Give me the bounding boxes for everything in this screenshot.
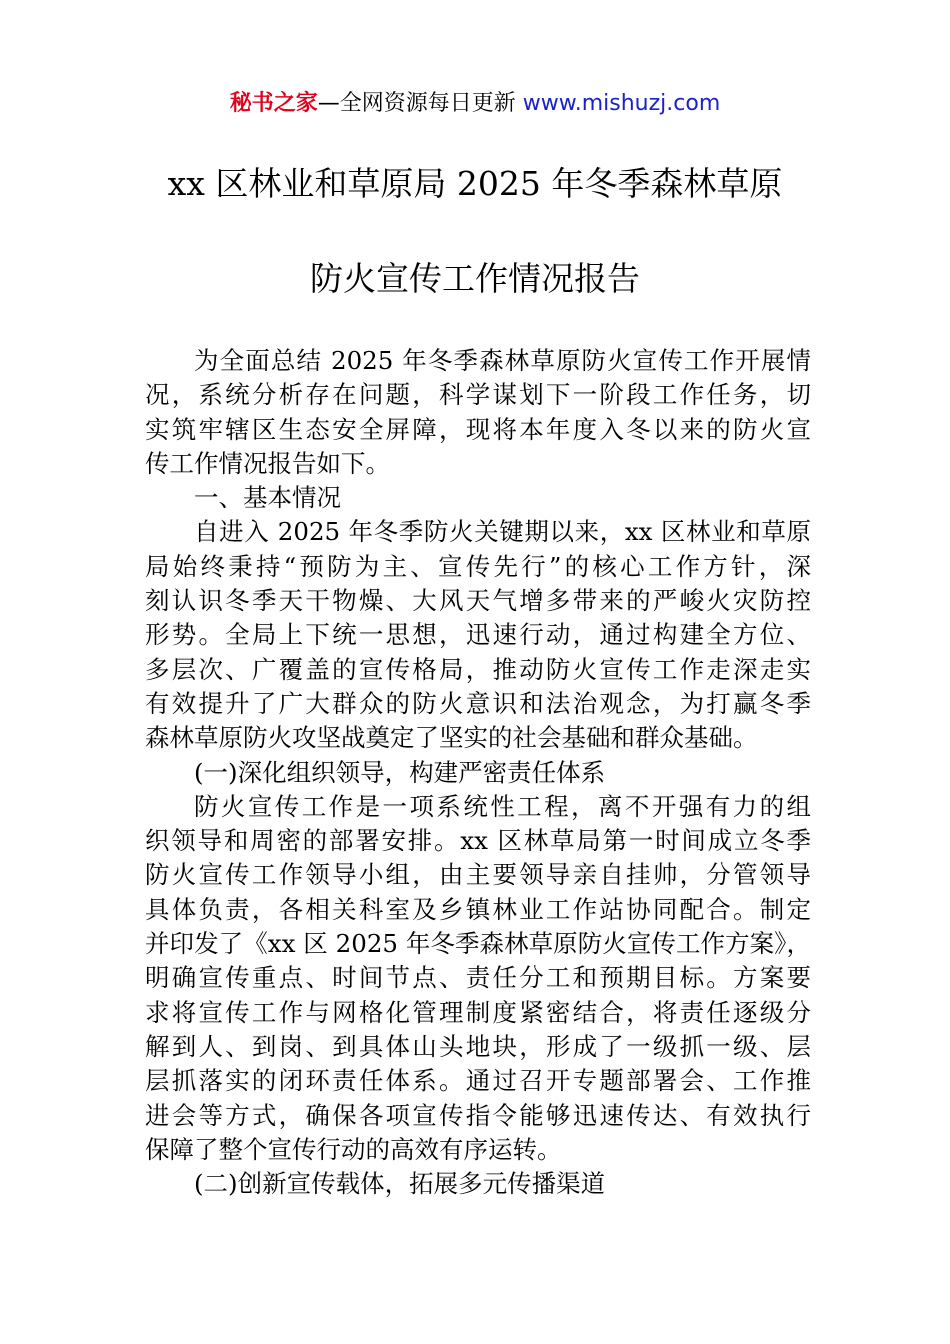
body-text-line: 防火宣传工作领导小组，由主要领导亲自挂帅，分管领导 — [145, 860, 811, 890]
section-heading: 一、基本情况 — [194, 483, 341, 513]
body-text-line: 有效提升了广大群众的防火意识和法治观念，为打赢冬季 — [145, 688, 811, 718]
body-text-line: 自进入 2025 年冬季防火关键期以来，xx 区林业和草原 — [194, 517, 811, 547]
site-header — [0, 88, 950, 120]
body-text-line: 况，系统分析存在问题，科学谋划下一阶段工作任务，切 — [145, 380, 811, 410]
document-title-line-2: 防火宣传工作情况报告 — [310, 259, 640, 298]
site-url-link[interactable]: www.mishuzj.com — [522, 91, 721, 116]
body-text-line: 层抓落实的闭环责任体系。通过召开专题部署会、工作推 — [145, 1066, 811, 1096]
body-text-line: 进会等方式，确保各项宣传指令能够迅速传达、有效执行 — [145, 1100, 811, 1130]
body-text-line: 多层次、广覆盖的宣传格局，推动防火宣传工作走深走实 — [145, 654, 811, 684]
site-tagline: —全网资源每日更新 — [317, 91, 523, 116]
body-text-line: 织领导和周密的部署安排。xx 区林草局第一时间成立冬季 — [145, 826, 811, 856]
body-text-line: 形势。全局上下统一思想，迅速行动，通过构建全方位、 — [145, 620, 811, 650]
body-text-line: 解到人、到岗、到具体山头地块，形成了一级抓一级、层 — [145, 1031, 811, 1061]
body-text-line: 刻认识冬季天干物燥、大风天气增多带来的严峻火灾防控 — [145, 586, 811, 616]
body-text-line: 求将宣传工作与网格化管理制度紧密结合，将责任逐级分 — [145, 997, 811, 1027]
body-text-line: 森林草原防火攻坚战奠定了坚实的社会基础和群众基础。 — [145, 723, 758, 753]
body-text-line: 保障了整个宣传行动的高效有序运转。 — [145, 1134, 562, 1164]
site-brand: 秘书之家 — [229, 91, 318, 116]
body-text-line: 防火宣传工作是一项系统性工程，离不开强有力的组 — [194, 791, 811, 821]
document-title-line-1: xx 区林业和草原局 2025 年冬季森林草原 — [167, 164, 783, 203]
body-text-line: 传工作情况报告如下。 — [145, 448, 390, 478]
body-text-line: 局始终秉持“预防为主、宣传先行”的核心工作方针，深 — [145, 551, 811, 581]
body-text-line: 为全面总结 2025 年冬季森林草原防火宣传工作开展情 — [194, 346, 811, 375]
body-text-line: 实筑牢辖区生态安全屏障，现将本年度入冬以来的防火宣 — [145, 414, 811, 444]
document-body — [145, 344, 811, 1201]
body-text-line: 明确宣传重点、时间节点、责任分工和预期目标。方案要 — [145, 963, 811, 993]
body-text-line: 具体负责，各相关科室及乡镇林业工作站协同配合。制定 — [145, 894, 811, 924]
body-text-line: 并印发了《xx 区 2025 年冬季森林草原防火宣传工作方案》， — [145, 929, 811, 959]
section-heading: (二)创新宣传载体，拓展多元传播渠道 — [194, 1169, 606, 1199]
section-heading: (一)深化组织领导，构建严密责任体系 — [194, 757, 606, 787]
